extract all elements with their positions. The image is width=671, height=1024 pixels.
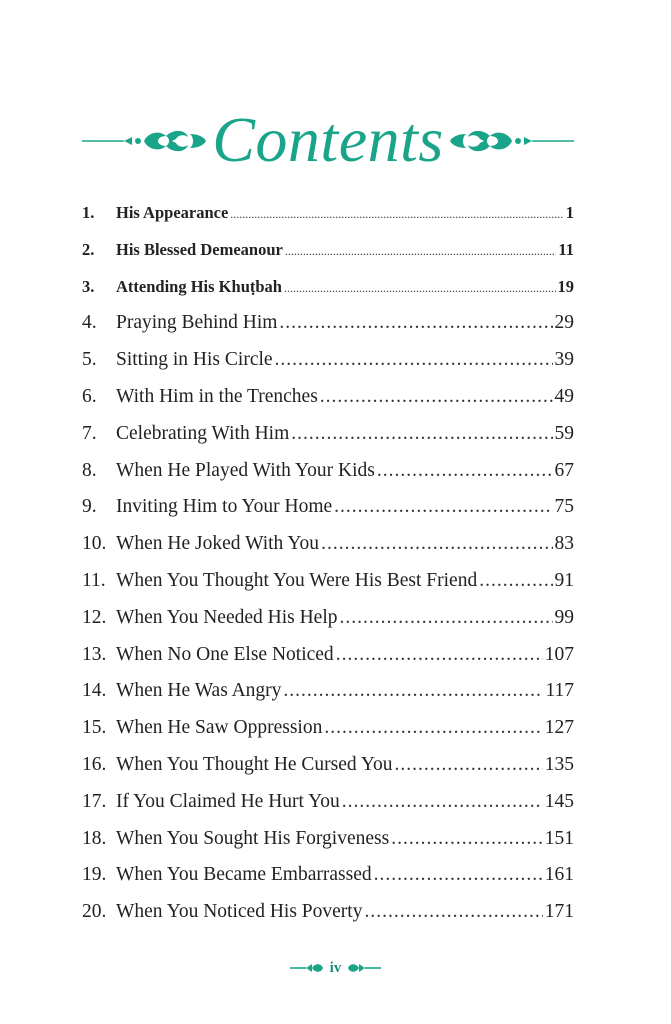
toc-entry[interactable] (82, 529, 574, 566)
toc-entry-title: When You Thought He Cursed You (116, 753, 393, 775)
toc-entry-number: 8. (82, 459, 97, 481)
toc-entry[interactable] (82, 750, 574, 787)
page-title: Contents (212, 104, 444, 175)
dot-leader (230, 199, 563, 229)
toc-entry[interactable] (82, 272, 574, 309)
toc-entry-number: 18. (82, 827, 107, 849)
title-row (82, 104, 574, 176)
toc-entry-title: Attending His Khuṭbah (116, 276, 282, 296)
toc-entry-page: 91 (554, 569, 574, 591)
dot-leader (334, 492, 552, 522)
toc-entry-title: When You Thought You Were His Best Friend (116, 569, 478, 591)
toc-entry[interactable] (82, 492, 574, 529)
toc-entry-number: 17. (82, 790, 107, 812)
toc-entry-title: Sitting in His Circle (116, 349, 273, 371)
toc-entry-title: If You Claimed He Hurt You (116, 790, 340, 812)
toc-entry-number: 9. (82, 496, 97, 518)
arrow-ornament-icon (290, 962, 324, 974)
toc-entry[interactable] (82, 640, 574, 677)
toc-entry-page: 19 (557, 276, 574, 296)
toc-entry-title: With Him in the Trenches (116, 385, 318, 407)
toc-entry[interactable] (82, 382, 574, 419)
toc-entry-page: 135 (544, 753, 574, 775)
toc-entry-title: When You Needed His Help (116, 606, 338, 628)
dot-leader (283, 676, 543, 706)
toc-entry-title: When You Sought His Forgiveness (116, 827, 390, 849)
toc-entry-number: 20. (82, 901, 107, 923)
toc-entry-page: 171 (544, 901, 574, 923)
page-footer (0, 958, 671, 978)
toc-entry-number: 11. (82, 569, 106, 591)
toc-entry-number: 7. (82, 422, 97, 444)
dot-leader (377, 456, 553, 486)
toc-entry-title: When He Played With Your Kids (116, 459, 375, 481)
toc-entry[interactable] (82, 419, 574, 456)
dot-leader (321, 529, 552, 559)
toc-entry-page: 117 (545, 680, 574, 702)
dot-leader (284, 273, 556, 303)
toc-entry[interactable] (82, 603, 574, 640)
toc-entry[interactable] (82, 787, 574, 824)
dot-leader (394, 750, 542, 780)
scroll-ornament-icon (449, 128, 574, 154)
dot-leader (285, 236, 557, 266)
toc-entry-page: 161 (544, 864, 574, 886)
toc-entry-number: 3. (82, 276, 95, 296)
dot-leader (279, 308, 552, 338)
toc-entry-page: 11 (558, 239, 574, 259)
dot-leader (479, 566, 552, 596)
toc-entry-page: 83 (554, 533, 574, 555)
toc-entry-title: Celebrating With Him (116, 422, 290, 444)
toc-entry-number: 5. (82, 349, 97, 371)
toc-entry[interactable] (82, 713, 574, 750)
toc-entry-page: 29 (554, 312, 574, 334)
dot-leader (374, 860, 543, 890)
toc-entry-number: 19. (82, 864, 107, 886)
toc-entry-page: 107 (544, 643, 574, 665)
toc-entry[interactable] (82, 860, 574, 897)
toc-entry-page: 59 (554, 422, 574, 444)
toc-entry-number: 13. (82, 643, 107, 665)
dot-leader (340, 603, 553, 633)
dot-leader (342, 787, 543, 817)
toc-entry-title: When He Joked With You (116, 533, 320, 555)
toc-entry-title: When He Saw Oppression (116, 717, 323, 739)
dot-leader (391, 824, 543, 854)
toc-entry-page: 39 (554, 349, 574, 371)
toc-entry[interactable] (82, 345, 574, 382)
toc-entry[interactable] (82, 897, 574, 934)
toc-entry-page: 49 (554, 385, 574, 407)
toc-entry-number: 1. (82, 203, 95, 222)
toc-entry-page: 75 (554, 496, 574, 518)
page-number: iv (329, 959, 342, 976)
toc-entry-number: 6. (82, 385, 97, 407)
toc-entry-title: When He Was Angry (116, 680, 282, 702)
toc-entry-page: 1 (565, 203, 574, 222)
dot-leader (291, 419, 552, 449)
toc-entry-page: 145 (544, 790, 574, 812)
toc-entry[interactable] (82, 235, 574, 272)
toc-entry-number: 10. (82, 533, 107, 555)
toc-entry[interactable] (82, 198, 574, 235)
toc-entry-number: 2. (82, 239, 95, 259)
dot-leader (336, 640, 543, 670)
toc-entry[interactable] (82, 566, 574, 603)
toc-entry[interactable] (82, 824, 574, 861)
dot-leader (320, 382, 553, 412)
toc-entry-number: 16. (82, 753, 107, 775)
arrow-ornament-icon (347, 962, 381, 974)
toc-entry-title: Praying Behind Him (116, 312, 278, 334)
toc-entry-title: His Appearance (116, 203, 229, 222)
toc-entry[interactable] (82, 308, 574, 345)
toc-entry-page: 99 (554, 606, 574, 628)
dot-leader (275, 345, 553, 375)
dot-leader (324, 713, 542, 743)
toc-entry-page: 67 (554, 459, 574, 481)
dot-leader (364, 897, 542, 927)
toc-entry-number: 14. (82, 680, 107, 702)
toc-entry-number: 4. (82, 312, 97, 334)
toc-entry-title: His Blessed Demeanour (116, 239, 283, 259)
toc-entry-title: When You Became Embarrassed (116, 864, 372, 886)
toc-entry[interactable] (82, 676, 574, 713)
toc-entry-number: 15. (82, 717, 107, 739)
toc-entry-page: 127 (544, 717, 574, 739)
toc-entry-title: When No One Else Noticed (116, 643, 334, 665)
toc-entry[interactable] (82, 456, 574, 493)
toc-entry-title: When You Noticed His Poverty (116, 901, 363, 923)
toc-entry-title: Inviting Him to Your Home (116, 496, 333, 518)
toc-entry-page: 151 (544, 827, 574, 849)
table-of-contents (82, 198, 574, 934)
toc-entry-number: 12. (82, 606, 107, 628)
